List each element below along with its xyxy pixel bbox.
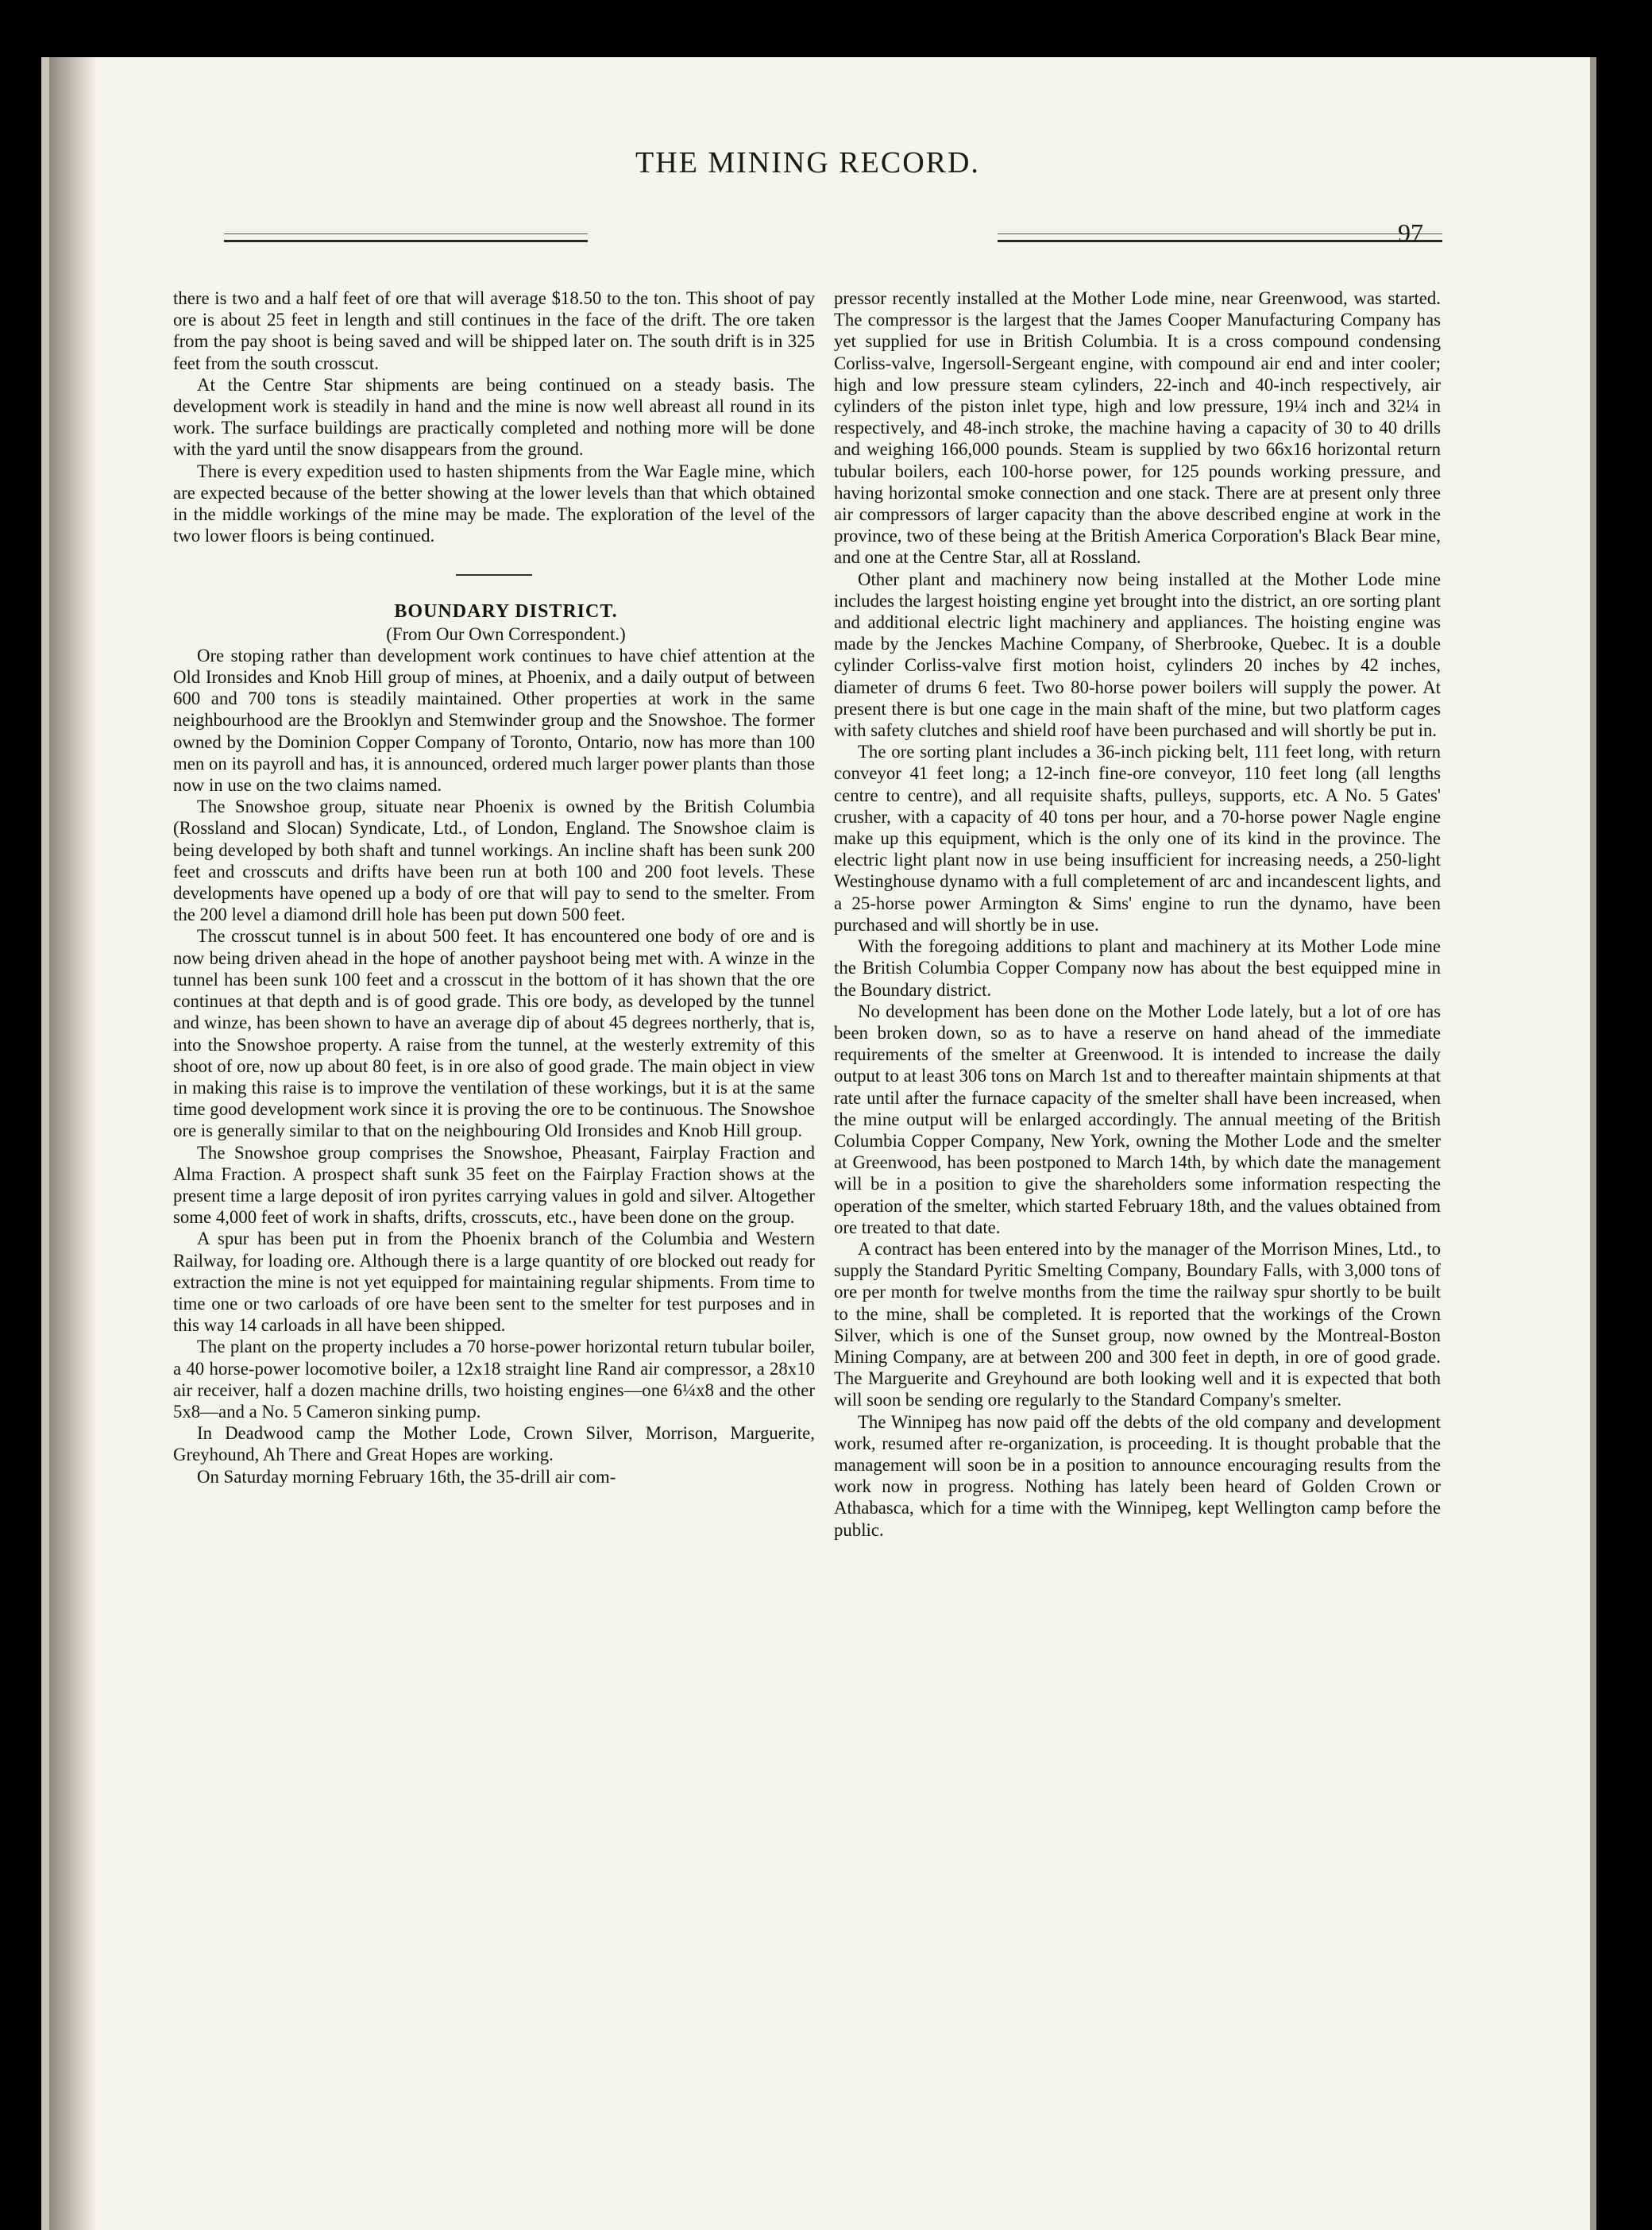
header-rule-left-thin	[224, 233, 588, 234]
section-title: BOUNDARY DISTRICT.	[394, 601, 618, 623]
byline: (From Our Own Correspondent.)	[386, 623, 626, 644]
paragraph: At the Centre Star shipments are being continued on a steady basis. The development work is steadily in hand and the mine is now well abreast all round in its work. The surface buildings are practically completed and nothing more will be done with the yard until the snow disappears from the ground.	[173, 374, 815, 460]
paragraph: A spur has been put in from the Phoenix branch of the Columbia and Western Railway, for loading ore. Although there is a large quantity of ore blocked out ready for extraction the mine is not yet equipped for maintaining regular shipments. From time to time one or two carloads of ore have been sent to the smelter for test purposes and in this way 14 carloads in all have been shipped.	[173, 1229, 815, 1336]
header-rule-right	[998, 240, 1442, 242]
paragraph: The Snowshoe group comprises the Snowshoe, Pheasant, Fairplay Fraction and Alma Fraction. A prospect shaft sunk 35 feet on the Fairplay Fraction shows at the present time a large deposit of iron pyrites carrying values in gold and silver. Altogether some 4,000 feet of work in shafts, drifts, crosscuts, etc., have been done on the group.	[173, 1142, 815, 1228]
paragraph: No development has been done on the Mother Lode lately, but a lot of ore has been broken down, so as to have a reserve on hand ahead of the immediate requirements of the smelter at Greenwood. It is intended to increase the daily output to at least 306 tons on March 1st and to thereafter maintain shipments at that rate until after the furnace capacity of the smelter shall have been increased, when the mine output will be enlarged accordingly. The annual meeting of the British Columbia Copper Company, New York, owning the Mother Lode and the smelter at Greenwood, has been postponed to March 14th, by which date the management will be in a position to give the shareholders some information respecting the operation of the smelter, which started February 18th, and the values obtained from ore treated to that date.	[834, 1001, 1441, 1237]
paragraph: Ore stoping rather than development work continues to have chief attention at the Old Ironsides and Knob Hill group of mines, at Phoenix, and a daily output of between 600 and 700 tons is steadily maintained. Other properties at work in the same neighbourhood are the Brooklyn and Stemwinder group and the Snowshoe. The former owned by the Dominion Copper Company of Toronto, Ontario, now has more than 100 men on its payroll and has, it is announced, ordered much larger power plants than those now in use on the two claims named.	[173, 645, 815, 796]
section-divider	[456, 574, 532, 576]
right-column	[834, 287, 1441, 1541]
paragraph: pressor recently installed at the Mother Lode mine, near Greenwood, was started. The compressor is the largest that the James Cooper Manufacturing Company has yet supplied for use in British Columbia. It is a cross compound condensing Corliss-valve, Ingersoll-Sergeant engine, with compound air end and inter cooler; high and low pressure steam cylinders, 22-inch and 40-inch respectively, air cylinders of the piston inlet type, high and low pressure, 19¼ inch and 32¼ in respectively, and 48-inch stroke, the machine having a capacity of 30 to 40 drills and weighing 166,000 pounds. Steam is supplied by two 66x16 horizontal return tubular boilers, each 100-horse power, for 125 pounds working pressure, and having horizontal smoke connection and one stack. There are at present only three air compressors of larger capacity than the above described engine at work in the province, two of these being at the British America Corporation's Black Bear mine, and one at the Centre Star, all at Rossland.	[834, 288, 1441, 568]
running-head: THE MINING RECORD.	[635, 146, 980, 179]
header-rule-left	[224, 240, 588, 242]
binding-shadow	[49, 57, 97, 2230]
paragraph: Other plant and machinery now being installed at the Mother Lode mine includes the largest hoisting engine yet brought into the district, an ore sorting plant and additional electric light machinery and appliances. The hoisting engine was made by the Jenckes Machine Company, of Sherbrooke, Quebec. It is a double cylinder Corliss-valve first motion hoist, cylinders 20 inches by 42 inches, diameter of drums 6 feet. Two 80-horse power boilers will supply the power. At present there is but one cage in the main shaft of the mine, but two platform cages with safety clutches and shield roof have been purchased and will shortly be put in.	[834, 569, 1441, 741]
paragraph: With the foregoing additions to plant and machinery at its Mother Lode mine the British Columbia Copper Company now has about the best equipped mine in the Boundary district.	[834, 936, 1441, 1000]
header-rule-right-thin	[998, 233, 1442, 234]
page-number: 97	[1398, 218, 1423, 247]
left-column	[173, 287, 815, 1487]
paragraph: The Snowshoe group, situate near Phoenix is owned by the British Columbia (Rossland and Slocan) Syndicate, Ltd., of London, England. The Snowshoe claim is being developed by both shaft and tunnel workings. An incline shaft has been sunk 200 feet and crosscuts and drifts have been run at both 100 and 200 foot levels. These developments have opened up a body of ore that will pay to send to the smelter. From the 200 level a diamond drill hole has been put down 500 feet.	[173, 797, 815, 925]
paragraph: In Deadwood camp the Mother Lode, Crown Silver, Morrison, Marguerite, Greyhound, Ah There and Great Hopes are working.	[173, 1423, 815, 1465]
paragraph: The crosscut tunnel is in about 500 feet. It has encountered one body of ore and is now being driven ahead in the hope of another payshoot being met with. A winze in the tunnel has been sunk 100 feet and a crosscut in the bottom of it has shown that the ore continues at that depth and is of good grade. This ore body, as developed by the tunnel and winze, has been shown to have an average dip of about 45 degrees northerly, that is, into the Snowshoe property. A raise from the tunnel, at the westerly extremity of this shoot of ore, now up about 80 feet, is in ore also of good grade. The main object in view in making this raise is to improve the ventilation of these workings, but it is at the same time good development work since it is proving the ore to be continuous. The Snowshoe ore is generally similar to that on the neighbouring Old Ironsides and Knob Hill group.	[173, 926, 815, 1141]
paragraph: A contract has been entered into by the manager of the Morrison Mines, Ltd., to supply the Standard Pyritic Smelting Company, Boundary Falls, with 3,000 tons of ore per month for twelve months from the time the railway spur shortly to be built to the mine, shall be completed. It is reported that the workings of the Crown Silver, which is one of the Sunset group, now owned by the Montreal-Boston Mining Company, are at between 200 and 300 feet in depth, in ore of good grade. The Marguerite and Greyhound are both looking well and it is expected that both will soon be sending ore regularly to the Standard Company's smelter.	[834, 1238, 1441, 1410]
paragraph: there is two and a half feet of ore that will average $18.50 to the ton. This shoot of pay ore is about 25 feet in length and still continues in the face of the drift. The ore taken from the pay shoot is being saved and will be shipped later on. The south drift is in 325 feet from the south crosscut.	[173, 288, 815, 373]
paragraph: There is every expedition used to hasten shipments from the War Eagle mine, which are expected because of the better showing at the lower levels than that which obtained in the middle workings of the mine may be made. The exploration of the level of the two lower floors is being continued.	[173, 461, 815, 546]
paragraph: The plant on the property includes a 70 horse-power horizontal return tubular boiler, a 40 horse-power locomotive boiler, a 12x18 straight line Rand air compressor, a 28x10 air receiver, half a dozen machine drills, two hoisting engines—one 6¼x8 and the other 5x8—and a No. 5 Cameron sinking pump.	[173, 1337, 815, 1422]
paragraph: The ore sorting plant includes a 36-inch picking belt, 111 feet long, with return conveyor 41 feet long; a 12-inch fine-ore conveyor, 110 feet long (all lengths centre to centre), and all requisite shafts, pulleys, supports, etc. A No. 5 Gates' crusher, with a capacity of 40 tons per hour, and a 70-horse power Nagle engine make up this equipment, which is the only one of its kind in the province. The electric light plant now in use being insufficient for increasing needs, a 250-light Westinghouse dynamo with a full completement of arc and incandescent lights, and a 25-horse power Armington & Sims' engine to run the dynamo, have been purchased and will shortly be in use.	[834, 742, 1441, 935]
paragraph: On Saturday morning February 16th, the 35-drill air com-	[197, 1466, 616, 1487]
paragraph: The Winnipeg has now paid off the debts of the old company and development work, resumed after re-organization, is proceeding. It is thought probable that the management will soon be in a position to announce encouraging results from the work now in progress. Nothing has lately been heard of Golden Crown or Athabasca, which for a time with the Winnipeg, kept Wellington camp before the public.	[834, 1411, 1441, 1540]
